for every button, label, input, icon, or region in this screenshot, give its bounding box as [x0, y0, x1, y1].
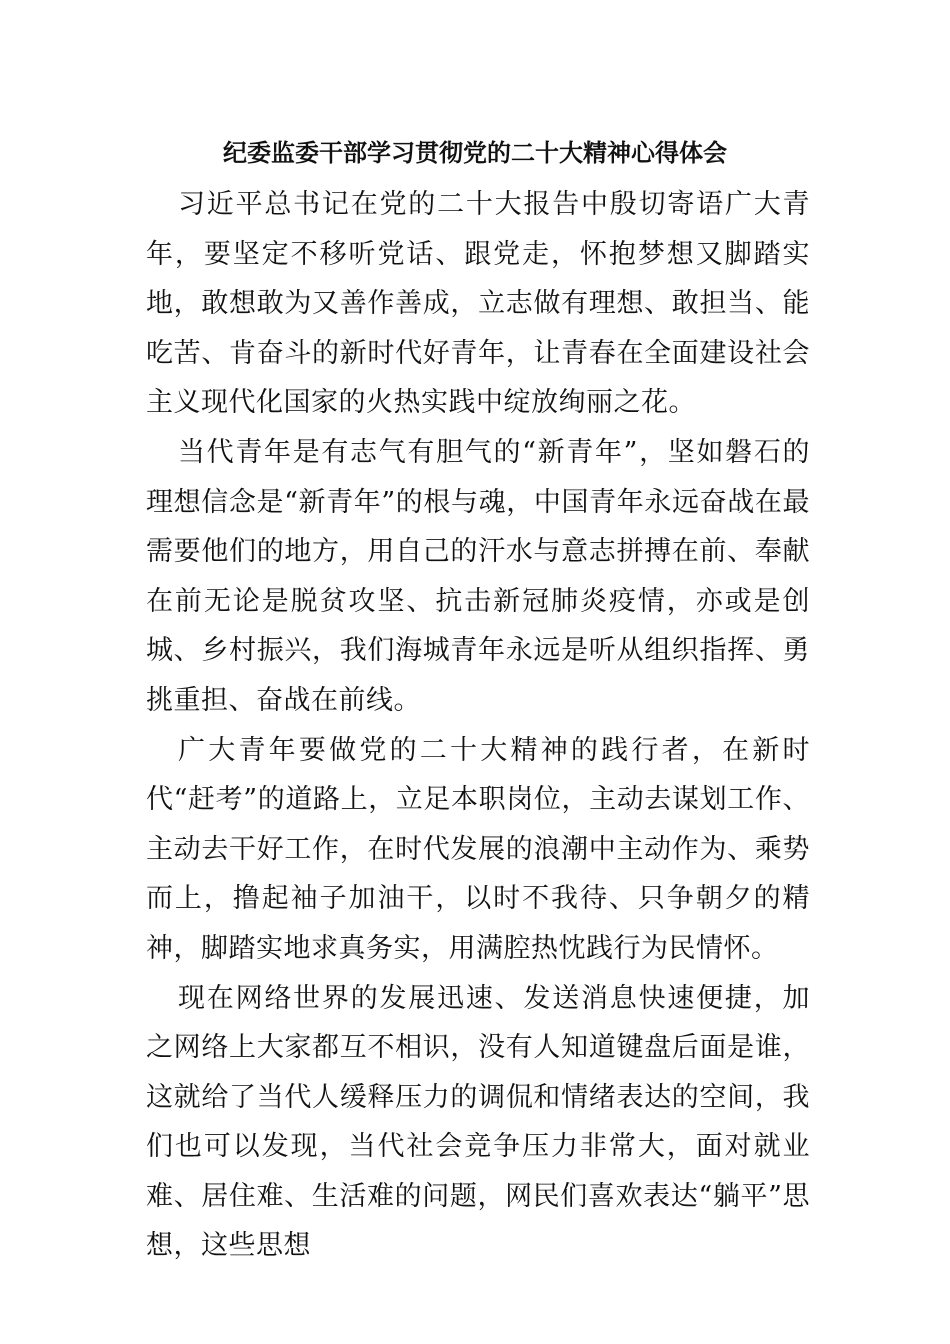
document-title: 纪委监委干部学习贯彻党的二十大精神心得体会 [223, 138, 727, 167]
paragraph-2: 当代青年是有志气有胆气的“新青年”，坚如磐石的理想信念是“新青年”的根与魂，中国青年永远奋战在最需要他们的地方，用自己的汗水与意志拼搏在前、奉献在前无论是脱贫攻坚、抗击新冠肺炎疫情，亦或是创城、乡村振兴，我们海城青年永远是听从组织指挥、勇挑重担、奋战在前线。 [146, 436, 810, 716]
paragraph-4: 现在网络世界的发展迅速、发送消息快速便捷，加之网络上大家都互不相识，没有人知道键盘后面是谁，这就给了当代人缓释压力的调侃和情绪表达的空间，我们也可以发现，当代社会竞争压力非常大，面对就业难、居住难、生活难的问题，网民们喜欢表达“躺平”思想，这些思想 [146, 982, 810, 1262]
document-body [146, 180, 810, 1271]
paragraph-1: 习近平总书记在党的二十大报告中殷切寄语广大青年，要坚定不移听党话、跟党走，怀抱梦想又脚踏实地，敢想敢为又善作善成，立志做有理想、敢担当、能吃苦、肯奋斗的新时代好青年，让青春在全面建设社会主义现代化国家的火热实践中绽放绚丽之花。 [146, 189, 810, 419]
paragraph-3: 广大青年要做党的二十大精神的践行者，在新时代“赶考”的道路上，立足本职岗位，主动去谋划工作、主动去干好工作，在时代发展的浪潮中主动作为、乘势而上，撸起袖子加油干，以时不我待、只争朝夕的精神，脚踏实地求真务实，用满腔热忱践行为民情怀。 [146, 734, 810, 964]
